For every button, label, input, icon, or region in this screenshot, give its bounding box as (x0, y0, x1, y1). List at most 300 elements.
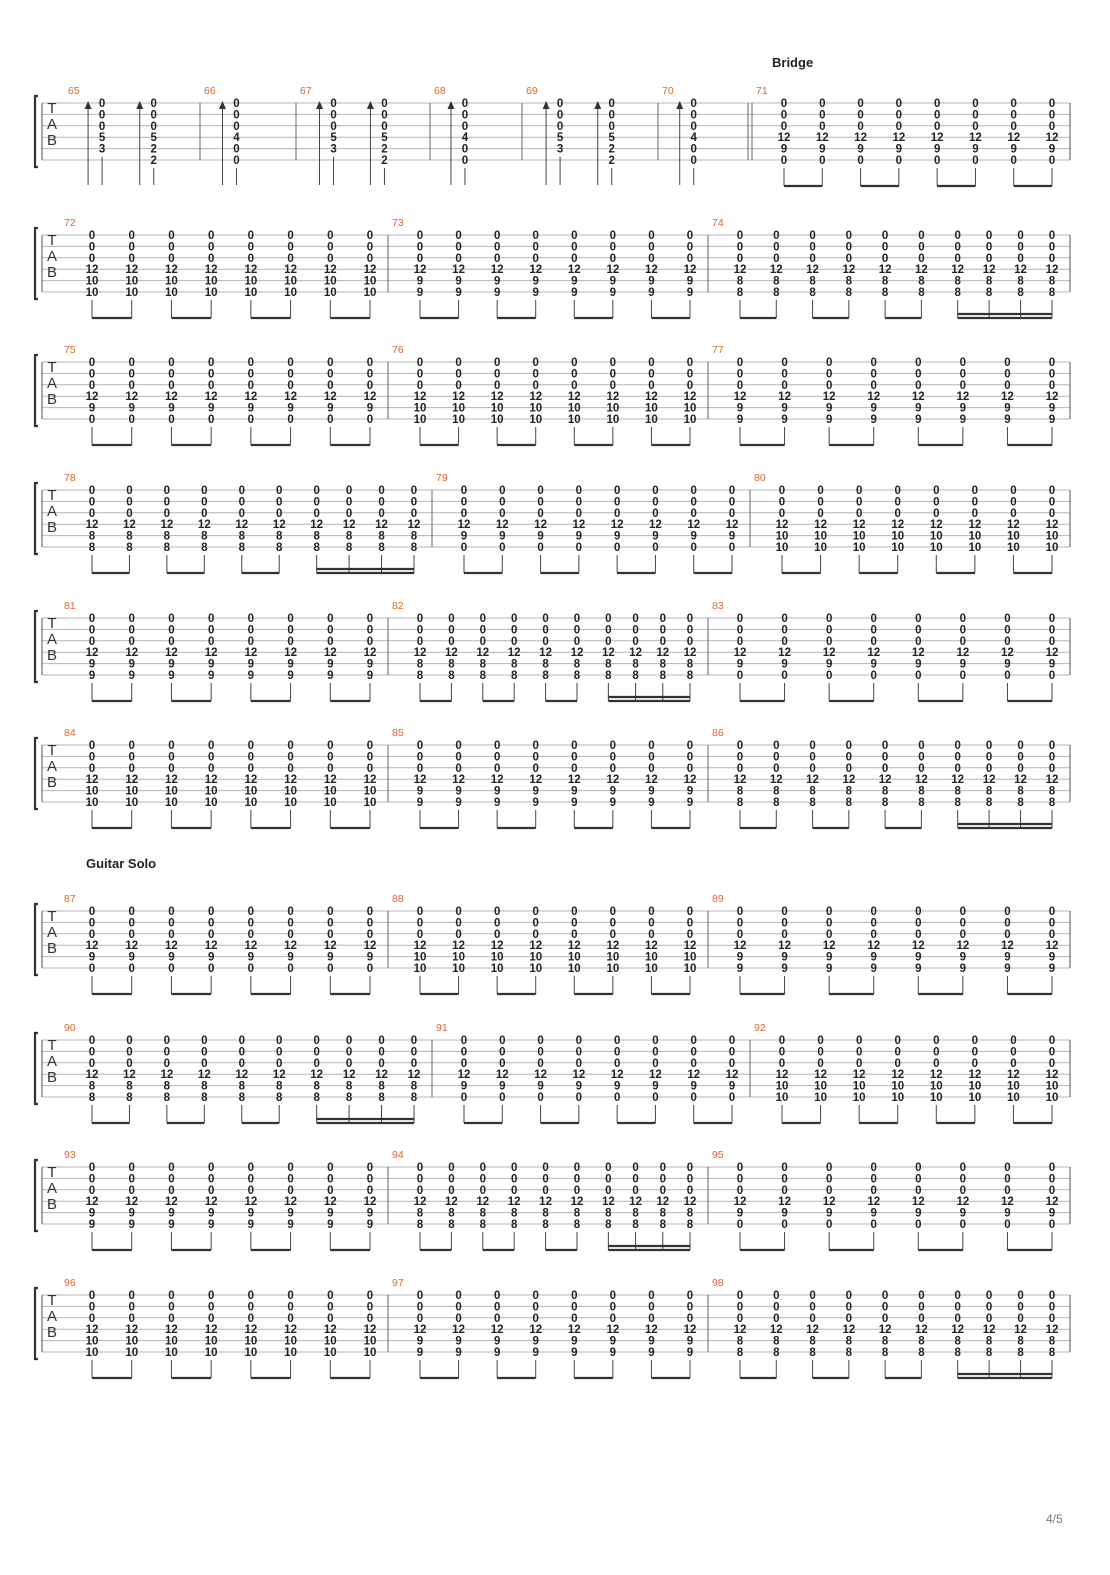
fret-number: 9 (613, 530, 621, 543)
fret-number: 0 (1048, 1162, 1056, 1174)
fret-number: 12 (507, 1196, 521, 1209)
fret-number: 12 (645, 774, 658, 787)
fret-number: 8 (345, 530, 353, 543)
fret-number: 0 (168, 368, 175, 381)
fret-number: 12 (284, 391, 297, 404)
fret-number: 5 (381, 132, 388, 145)
fret-number: 0 (971, 1057, 979, 1070)
fret-number: 0 (857, 98, 864, 110)
fret-number: 9 (499, 530, 506, 543)
fret-number: 12 (476, 1196, 490, 1209)
fret-number: 8 (918, 287, 925, 299)
fret-number: 8 (773, 1347, 780, 1359)
fret-number: 0 (609, 379, 617, 392)
fret-number: 0 (690, 542, 697, 554)
measure-number: 68 (434, 85, 446, 97)
fret-number: 0 (493, 379, 501, 392)
fret-number: 0 (881, 230, 889, 242)
fret-number: 0 (327, 414, 334, 426)
fret-number: 0 (410, 507, 418, 520)
fret-number: 0 (88, 751, 96, 764)
fret-number: 9 (1004, 963, 1011, 975)
tab-clef-letter: A (46, 631, 58, 648)
fret-number: 12 (323, 940, 337, 953)
fret-number: 0 (1010, 109, 1017, 122)
fret-number: 0 (416, 379, 424, 392)
fret-number: 10 (323, 785, 337, 798)
fret-number: 0 (971, 485, 979, 497)
fret-number: 12 (235, 519, 249, 532)
fret-number: 0 (247, 368, 255, 381)
fret-number: 8 (313, 542, 320, 554)
fret-number: 12 (601, 1196, 615, 1209)
fret-number: 0 (247, 917, 255, 930)
fret-number: 9 (537, 1080, 544, 1093)
fret-number: 0 (88, 1184, 96, 1197)
fret-number: 0 (410, 496, 418, 509)
fret-number: 12 (413, 940, 427, 953)
fret-number: 12 (165, 391, 178, 404)
measure-number: 74 (712, 217, 724, 229)
fret-number: 9 (493, 785, 501, 798)
fret-number: 8 (88, 1080, 96, 1093)
fret-number: 12 (645, 940, 658, 953)
fret-number: 0 (686, 1173, 694, 1186)
fret-number: 0 (613, 542, 621, 554)
fret-number: 0 (493, 241, 501, 254)
fret-number: 0 (1048, 670, 1056, 682)
fret-number: 0 (327, 624, 334, 637)
tab-clef-letter: B (46, 1069, 58, 1086)
fret-number: 0 (345, 1046, 353, 1059)
fret-number: 0 (918, 1301, 925, 1314)
fret-number: 9 (915, 963, 922, 975)
fret-number: 9 (959, 658, 967, 671)
fret-number: 12 (649, 519, 662, 532)
fret-number: 0 (455, 252, 462, 265)
fret-number: 9 (1004, 402, 1011, 415)
fret-number: 12 (165, 774, 178, 787)
fret-number: 0 (1048, 1046, 1056, 1059)
fret-number: 9 (648, 1335, 655, 1348)
fret-number: 0 (455, 762, 462, 775)
fret-number: 8 (479, 1219, 486, 1231)
fret-number: 0 (201, 507, 208, 520)
fret-number: 12 (968, 1069, 982, 1082)
fret-number: 0 (416, 1301, 424, 1314)
measure-number: 69 (526, 85, 538, 97)
fret-number: 12 (244, 264, 258, 277)
fret-number: 8 (416, 658, 424, 671)
fret-number: 0 (537, 496, 544, 509)
fret-number: 12 (982, 264, 996, 277)
fret-number: 0 (410, 1057, 418, 1070)
fret-number: 0 (954, 751, 961, 764)
fret-number: 12 (507, 647, 521, 660)
fret-number: 0 (1048, 241, 1056, 254)
fret-number: 8 (736, 275, 744, 288)
fret-number: 9 (915, 951, 922, 964)
fret-number: 9 (128, 1207, 135, 1220)
fret-number: 0 (736, 635, 744, 648)
fret-number: 0 (894, 1046, 901, 1059)
fret-number: 12 (1014, 264, 1027, 277)
fret-number: 0 (686, 252, 694, 265)
fret-number: 0 (499, 1035, 506, 1047)
fret-number: 0 (1048, 230, 1056, 242)
fret-number: 0 (327, 241, 334, 254)
fret-number: 12 (490, 940, 504, 953)
fret-number: 12 (204, 774, 218, 787)
fret-number: 0 (287, 230, 294, 242)
fret-number: 9 (493, 287, 501, 299)
fret-number: 12 (363, 1324, 377, 1337)
fret-number: 0 (736, 624, 744, 637)
fret-number: 0 (648, 928, 655, 941)
fret-number: 12 (323, 391, 337, 404)
fret-number: 0 (168, 1290, 175, 1302)
fret-number: 12 (911, 1196, 925, 1209)
fret-number: 10 (204, 797, 218, 809)
fret-number: 12 (244, 1324, 258, 1337)
fret-number: 0 (825, 928, 833, 941)
fret-number: 0 (461, 109, 469, 122)
fret-number: 10 (452, 414, 465, 426)
fret-number: 10 (244, 275, 258, 288)
fret-number: 0 (168, 906, 175, 918)
fret-number: 12 (572, 519, 586, 532)
fret-number: 0 (773, 230, 780, 242)
fret-number: 0 (985, 230, 993, 242)
fret-number: 10 (85, 287, 99, 299)
fret-number: 0 (845, 252, 853, 265)
fret-number: 10 (490, 963, 504, 975)
fret-number: 9 (781, 951, 788, 964)
fret-number: 10 (683, 951, 697, 964)
fret-number: 0 (455, 379, 462, 392)
fret-number: 0 (1017, 762, 1024, 775)
fret-number: 0 (781, 928, 788, 941)
fret-number: 12 (852, 1069, 866, 1082)
fret-number: 8 (542, 1219, 549, 1231)
fret-number: 12 (363, 391, 377, 404)
fret-number: 12 (733, 391, 747, 404)
fret-number: 0 (556, 109, 564, 122)
fret-number: 0 (247, 1301, 255, 1314)
fret-number: 9 (128, 951, 135, 964)
fret-number: 9 (366, 1219, 374, 1231)
fret-number: 0 (571, 230, 578, 242)
fret-number: 0 (455, 906, 462, 918)
fret-number: 12 (769, 264, 783, 277)
fret-number: 0 (1048, 368, 1056, 381)
fret-number: 9 (128, 402, 135, 415)
fret-number: 0 (168, 357, 175, 369)
fret-number: 12 (310, 1069, 324, 1082)
fret-number: 8 (773, 275, 780, 288)
system-bracket (35, 355, 38, 426)
fret-number: 0 (728, 1092, 736, 1104)
fret-number: 10 (85, 275, 99, 288)
fret-number: 5 (98, 132, 106, 145)
fret-number: 0 (1010, 1057, 1017, 1070)
fret-number: 0 (648, 751, 655, 764)
fret-number: 8 (126, 530, 133, 543)
fret-number: 9 (532, 1335, 539, 1348)
fret-number: 0 (455, 928, 462, 941)
fret-number: 12 (778, 391, 791, 404)
fret-number: 9 (819, 143, 826, 156)
fret-number: 0 (366, 1312, 374, 1325)
fret-number: 0 (652, 496, 659, 509)
fret-number: 0 (959, 1162, 967, 1174)
fret-number: 0 (247, 906, 255, 918)
fret-number: 0 (366, 624, 374, 637)
fret-number: 10 (284, 275, 297, 288)
fret-number: 0 (247, 740, 255, 752)
fret-number: 0 (168, 740, 175, 752)
fret-number: 0 (954, 1290, 961, 1302)
fret-number: 0 (168, 230, 175, 242)
fret-number: 0 (686, 906, 694, 918)
fret-number: 0 (933, 1035, 940, 1047)
fret-number: 8 (845, 1335, 853, 1348)
measure-number: 82 (392, 600, 404, 612)
fret-number: 0 (1004, 928, 1011, 941)
fret-number: 12 (534, 1069, 547, 1082)
fret-number: 0 (168, 917, 175, 930)
strum-arrow (367, 101, 374, 109)
fret-number: 0 (781, 906, 788, 918)
fret-number: 0 (1048, 1301, 1056, 1314)
fret-number: 0 (128, 906, 135, 918)
measure-number: 78 (64, 472, 76, 484)
fret-number: 0 (98, 98, 106, 110)
fret-number: 0 (648, 1290, 655, 1302)
tab-clef-letter: T (47, 1292, 57, 1309)
fret-number: 10 (968, 1080, 982, 1093)
fret-number: 0 (276, 1057, 283, 1070)
fret-number: 0 (881, 252, 889, 265)
fret-number: 0 (652, 507, 659, 520)
fret-number: 8 (686, 1207, 694, 1220)
tab-clef-letter: B (46, 132, 58, 149)
fret-number: 0 (781, 670, 788, 682)
fret-number: 0 (247, 1173, 255, 1186)
fret-number: 0 (330, 98, 337, 110)
measure-number: 90 (64, 1022, 76, 1034)
fret-number: 9 (736, 414, 744, 426)
fret-number: 0 (287, 1162, 294, 1174)
fret-number: 8 (985, 1335, 993, 1348)
fret-number: 0 (933, 485, 940, 497)
fret-number: 8 (686, 670, 694, 682)
fret-number: 0 (855, 1035, 863, 1047)
fret-number: 0 (571, 368, 578, 381)
fret-number: 0 (825, 1173, 833, 1186)
fret-number: 10 (413, 402, 427, 415)
fret-number: 12 (733, 647, 747, 660)
fret-number: 0 (416, 252, 424, 265)
measure-number: 73 (392, 217, 404, 229)
fret-number: 0 (959, 357, 967, 369)
fret-number: 12 (891, 1069, 905, 1082)
fret-number: 12 (323, 1196, 337, 1209)
fret-number: 9 (128, 1219, 135, 1231)
fret-number: 8 (659, 670, 666, 682)
fret-number: 0 (605, 1184, 612, 1197)
tab-clef-letter: B (46, 1196, 58, 1213)
fret-number: 8 (918, 1335, 925, 1348)
fret-number: 0 (573, 1184, 581, 1197)
fret-number: 10 (775, 1080, 789, 1093)
fret-number: 0 (128, 624, 135, 637)
fret-number: 0 (378, 1046, 385, 1059)
fret-number: 0 (954, 1301, 961, 1314)
fret-number: 10 (165, 1335, 178, 1348)
fret-number: 10 (323, 287, 337, 299)
measure-number: 72 (64, 217, 76, 229)
fret-number: 0 (366, 1290, 374, 1302)
fret-number: 9 (1048, 414, 1056, 426)
fret-number: 12 (567, 774, 581, 787)
fret-number: 10 (852, 542, 866, 554)
fret-number: 0 (773, 751, 780, 764)
fret-number: 0 (1004, 1173, 1011, 1186)
fret-number: 12 (165, 1324, 178, 1337)
fret-number: 12 (1045, 264, 1059, 277)
fret-number: 0 (825, 635, 833, 648)
measure-number: 95 (712, 1149, 724, 1161)
fret-number: 12 (452, 1324, 465, 1337)
fret-number: 0 (985, 751, 993, 764)
measure-number: 81 (64, 600, 76, 612)
fret-number: 0 (287, 241, 294, 254)
fret-number: 0 (855, 496, 863, 509)
fret-number: 10 (891, 1092, 905, 1104)
fret-number: 0 (542, 1173, 549, 1186)
fret-number: 0 (1048, 613, 1056, 625)
fret-number: 0 (1010, 507, 1017, 520)
fret-number: 0 (416, 1184, 424, 1197)
fret-number: 0 (894, 496, 901, 509)
measure-number: 66 (204, 85, 216, 97)
fret-number: 10 (891, 530, 905, 543)
fret-number: 12 (1045, 132, 1059, 145)
fret-number: 12 (725, 1069, 739, 1082)
fret-number: 0 (918, 230, 925, 242)
fret-number: 8 (809, 275, 816, 288)
tab-clef-letter: T (47, 1037, 57, 1054)
fret-number: 0 (1048, 1290, 1056, 1302)
fret-number: 0 (933, 120, 941, 133)
strum-arrow (676, 101, 683, 109)
fret-number: 0 (366, 906, 374, 918)
fret-number: 0 (985, 241, 993, 254)
fret-number: 12 (951, 774, 965, 787)
fret-number: 10 (606, 963, 620, 975)
fret-number: 0 (455, 1312, 462, 1325)
fret-number: 12 (363, 264, 377, 277)
fret-number: 10 (284, 797, 297, 809)
fret-number: 9 (207, 1219, 215, 1231)
fret-number: 12 (204, 391, 218, 404)
fret-number: 12 (601, 647, 615, 660)
fret-number: 0 (499, 485, 506, 497)
fret-number: 0 (207, 230, 215, 242)
fret-number: 12 (123, 519, 136, 532)
system-bracket (35, 96, 38, 167)
fret-number: 0 (971, 496, 979, 509)
fret-number: 0 (532, 906, 539, 918)
fret-number: 0 (479, 613, 486, 625)
fret-number: 8 (773, 797, 780, 809)
fret-number: 12 (539, 1196, 552, 1209)
fret-number: 8 (809, 797, 816, 809)
fret-number: 0 (327, 762, 334, 775)
fret-number: 0 (88, 368, 96, 381)
fret-number: 0 (1048, 624, 1056, 637)
fret-number: 0 (313, 1057, 320, 1070)
strum-arrow (316, 101, 323, 109)
fret-number: 0 (648, 740, 655, 752)
fret-number: 0 (378, 507, 385, 520)
fret-number: 0 (857, 109, 864, 122)
fret-number: 8 (238, 542, 245, 554)
fret-number: 0 (817, 485, 824, 497)
fret-number: 0 (571, 740, 578, 752)
fret-number: 3 (98, 143, 106, 156)
fret-number: 0 (168, 1173, 175, 1186)
fret-number: 9 (648, 275, 655, 288)
fret-number: 12 (769, 774, 783, 787)
fret-number: 0 (736, 917, 744, 930)
fret-number: 12 (204, 1324, 218, 1337)
fret-number: 8 (632, 1207, 639, 1220)
fret-number: 0 (416, 230, 424, 242)
fret-number: 9 (870, 658, 877, 671)
fret-number: 0 (845, 1312, 853, 1325)
fret-number: 0 (98, 109, 106, 122)
fret-number: 0 (207, 252, 215, 265)
fret-number: 0 (736, 252, 744, 265)
fret-number: 10 (814, 1080, 827, 1093)
fret-number: 12 (567, 264, 581, 277)
fret-number: 0 (1048, 635, 1056, 648)
fret-number: 12 (725, 519, 739, 532)
fret-number: 0 (985, 252, 993, 265)
fret-number: 0 (1048, 120, 1056, 133)
fret-number: 0 (819, 120, 826, 133)
fret-number: 0 (499, 1057, 506, 1070)
fret-number: 8 (954, 1347, 961, 1359)
fret-number: 9 (781, 658, 788, 671)
fret-number: 12 (687, 1069, 701, 1082)
fret-number: 9 (247, 402, 255, 415)
tab-clef-letter: A (46, 1308, 58, 1325)
fret-number: 0 (918, 252, 925, 265)
fret-number: 9 (780, 143, 788, 156)
fret-number: 0 (233, 155, 240, 167)
fret-number: 12 (125, 774, 139, 787)
fret-number: 0 (233, 120, 240, 133)
fret-number: 0 (207, 357, 215, 369)
fret-number: 0 (648, 917, 655, 930)
fret-number: 0 (455, 1290, 462, 1302)
fret-number: 12 (687, 519, 701, 532)
fret-number: 12 (539, 647, 552, 660)
fret-number: 8 (954, 275, 961, 288)
